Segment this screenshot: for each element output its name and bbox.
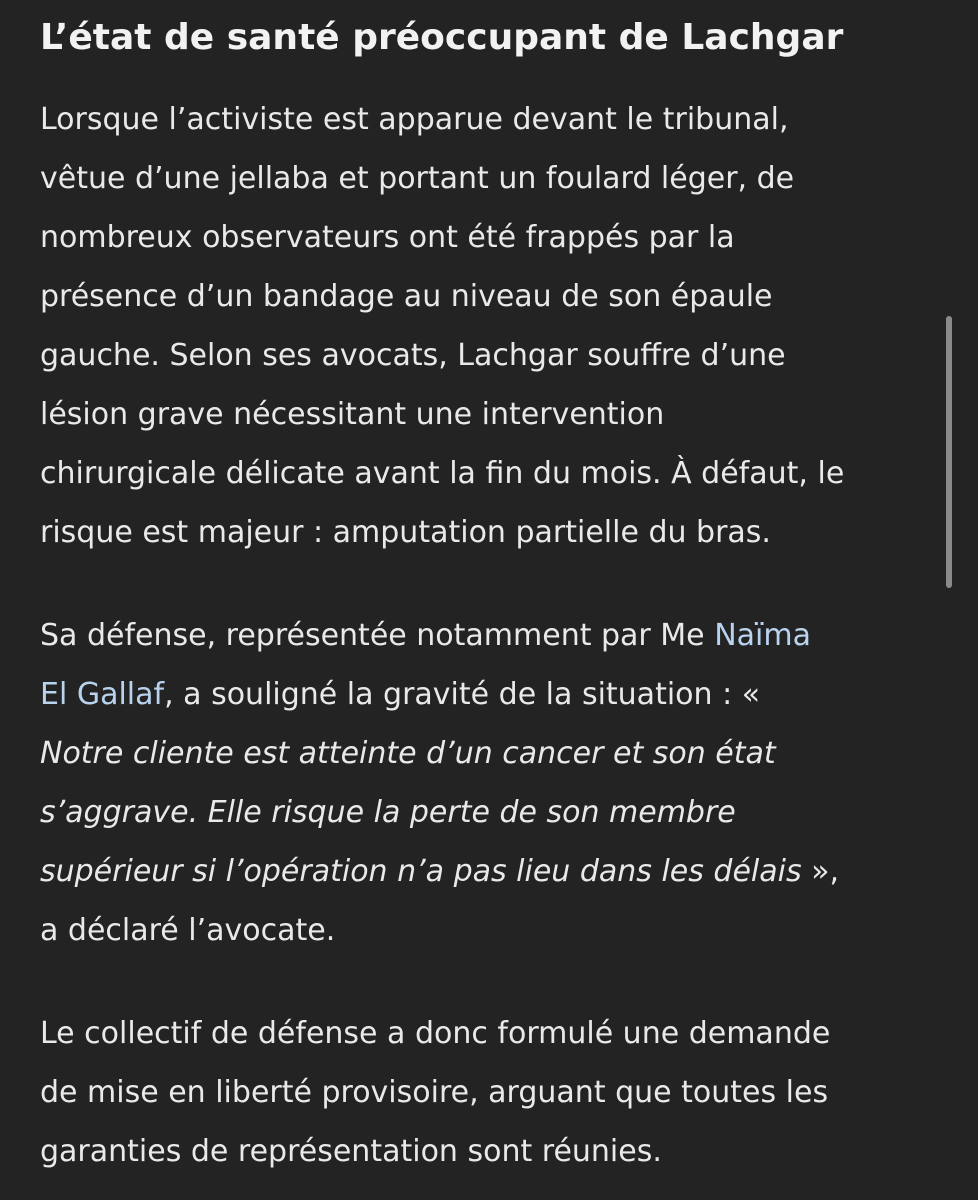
text-segment: », xyxy=(801,854,840,889)
paragraph-health xyxy=(40,90,940,562)
text-line: vêtue d’une jellaba et portant un foulard léger, de xyxy=(40,161,795,196)
lawyer-name-link[interactable]: El Gallaf xyxy=(40,677,165,712)
text-line: lésion grave nécessitant une intervention xyxy=(40,397,665,432)
text-line: risque est majeur : amputation partielle du bras. xyxy=(40,515,771,550)
quote-line: s’aggrave. Elle risque la perte de son membre xyxy=(40,795,736,830)
scrollbar-thumb[interactable] xyxy=(946,316,952,588)
text-segment: Sa défense, représentée notamment par Me xyxy=(40,618,715,653)
text-line: de mise en liberté provisoire, arguant que toutes les xyxy=(40,1075,829,1110)
text-line xyxy=(40,606,940,665)
text-line: Le collectif de défense a donc formulé une demande xyxy=(40,1016,831,1051)
text-line: garanties de représentation sont réunies. xyxy=(40,1134,662,1169)
quote-line: Notre cliente est atteinte d’un cancer et son état xyxy=(40,736,776,771)
text-line: nombreux observateurs ont été frappés par la xyxy=(40,220,735,255)
text-line: Lorsque l’activiste est apparue devant le tribunal, xyxy=(40,102,789,137)
paragraph-defense xyxy=(40,606,940,960)
text-segment: , a souligné la gravité de la situation : « xyxy=(164,677,761,712)
lawyer-name-link[interactable]: Naïma xyxy=(714,618,811,653)
quote-segment: supérieur si l’opération n’a pas lieu dans les délais xyxy=(40,854,802,889)
text-line: a déclaré l’avocate. xyxy=(40,913,336,948)
paragraph-release-request xyxy=(40,1004,940,1181)
text-line: chirurgicale délicate avant la fin du mois. À défaut, le xyxy=(40,456,845,491)
text-line xyxy=(40,842,940,901)
text-line: gauche. Selon ses avocats, Lachgar souffre d’une xyxy=(40,338,786,373)
section-heading: L’état de santé préoccupant de Lachgar xyxy=(40,17,844,58)
text-line: présence d’un bandage au niveau de son épaule xyxy=(40,279,773,314)
text-line xyxy=(40,665,940,724)
article-body xyxy=(40,8,940,1200)
